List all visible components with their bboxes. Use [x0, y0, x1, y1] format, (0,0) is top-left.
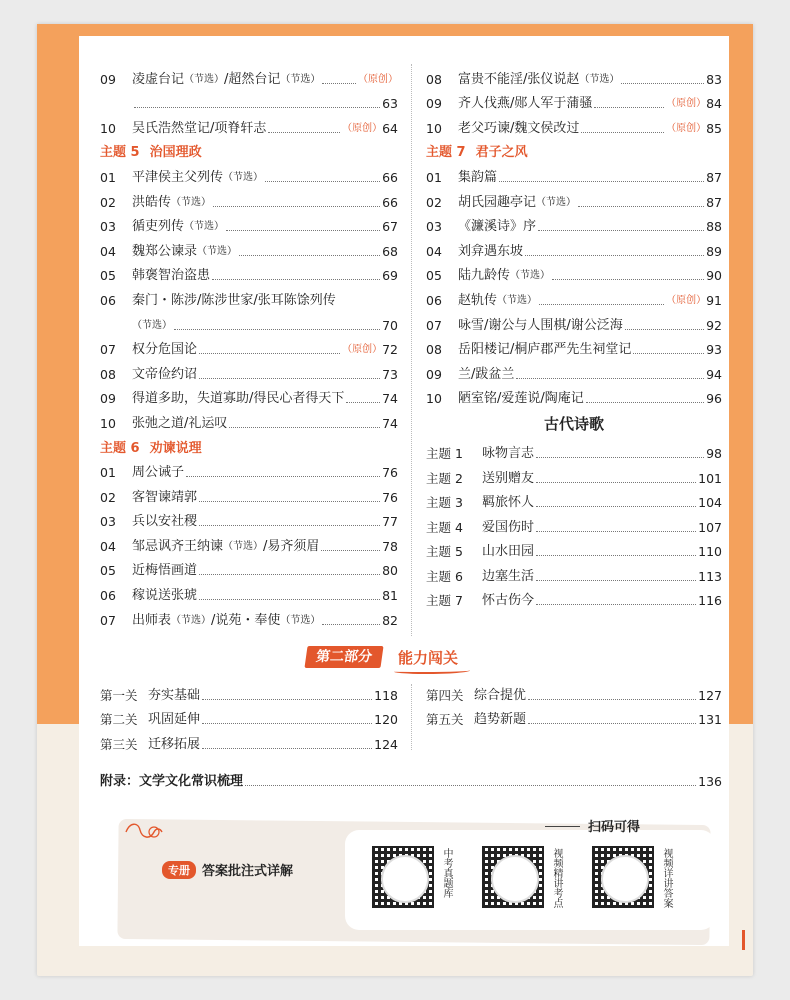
- entry-number: 02: [100, 489, 116, 505]
- toc-entry[interactable]: [100, 212, 398, 237]
- toc-entry[interactable]: [100, 458, 398, 483]
- level-entry[interactable]: [426, 705, 722, 730]
- leader-dots: [536, 580, 696, 581]
- toc-entry[interactable]: [100, 64, 398, 89]
- level-title: 巩固延伸: [148, 712, 201, 728]
- entry-title: 循吏列传: [132, 219, 185, 235]
- leader-dots: [199, 599, 380, 600]
- entry-title: 富贵不能淫/张仪说赵: [458, 71, 580, 87]
- entry-page: 66: [382, 194, 398, 210]
- leader-dots: [539, 304, 664, 305]
- toc-entry[interactable]: [426, 384, 722, 409]
- entry-title: 得道多助，失道寡助/得民心者得天下: [132, 391, 345, 407]
- entry-page: 94: [706, 366, 722, 382]
- entry-page: 89: [706, 243, 722, 259]
- entry-title: 咏物言志: [482, 445, 535, 461]
- tag-badge: 专册: [162, 861, 196, 879]
- entry-number: 06: [426, 292, 442, 308]
- column-divider: [411, 64, 412, 636]
- entry-page: 93: [706, 342, 722, 358]
- entry-title: 送别赠友: [482, 470, 535, 486]
- original-tag: （原创）: [342, 344, 383, 356]
- leader-dots: [174, 329, 380, 330]
- entry-note: （节选）: [171, 614, 212, 626]
- leader-dots: [199, 574, 380, 575]
- entry-page: 73: [382, 366, 398, 382]
- toc-entry[interactable]: [426, 89, 722, 114]
- entry-number: 10: [100, 120, 116, 136]
- leader-dots: [633, 353, 704, 354]
- leader-dots: [581, 132, 664, 133]
- toc-entry[interactable]: [100, 187, 398, 212]
- entry-number: 07: [100, 612, 116, 628]
- entry-page: 92: [706, 317, 722, 333]
- leader-dots: [322, 624, 380, 625]
- entry-title: 吴氏浩然堂记/项脊轩志: [132, 120, 267, 136]
- entry-note: （节选）: [171, 196, 212, 208]
- appendix-page: 136: [698, 773, 722, 789]
- toc-entry[interactable]: [426, 113, 722, 138]
- theme-name: 治国理政: [149, 145, 202, 161]
- entry-title: 怀古伤今: [482, 593, 535, 609]
- theme-label: 主题 5: [100, 145, 140, 161]
- level-entry[interactable]: [100, 680, 398, 705]
- leader-dots: [536, 604, 696, 605]
- part-left-list: [100, 680, 398, 754]
- part-banner: [306, 645, 458, 669]
- entry-page: 98: [706, 445, 722, 461]
- entry-number: 主题 5: [426, 544, 463, 560]
- entry-title: 老父巧谏/魏文侯改过: [458, 120, 580, 136]
- binder-ring-icon: [124, 820, 164, 844]
- entry-number: 主题 7: [426, 593, 463, 609]
- entry-note: （节选）: [280, 73, 321, 85]
- entry-note: （节选）: [510, 270, 551, 282]
- entry-title: 陋室铭/爱莲说/陶庵记: [458, 391, 584, 407]
- entry-page: 82: [382, 612, 398, 628]
- leader-dots: [525, 255, 704, 256]
- part-banner-title: 能力闯关: [398, 648, 459, 667]
- part-divider: [411, 684, 412, 750]
- entry-number: 主题 6: [426, 568, 463, 584]
- qr-code-icon[interactable]: [482, 846, 544, 908]
- entry-page: 91: [706, 292, 722, 308]
- entry-page: 63: [382, 96, 398, 112]
- entry-number: 04: [100, 538, 116, 554]
- leader-dots: [265, 181, 380, 182]
- entry-number: 主题 1: [426, 445, 463, 461]
- leader-dots: [212, 279, 380, 280]
- entry-number: 09: [426, 366, 442, 382]
- leader-dots: [536, 555, 696, 556]
- toc-entry[interactable]: [100, 359, 398, 384]
- leader-dots: [528, 723, 696, 724]
- entry-number: 06: [100, 292, 116, 308]
- qr-code-icon[interactable]: [372, 846, 434, 908]
- entry-number: 03: [426, 219, 442, 235]
- toc-entry[interactable]: [100, 285, 398, 310]
- level-page: 118: [374, 687, 398, 703]
- leader-dots: [199, 525, 380, 526]
- original-tag: （原创）: [666, 98, 707, 110]
- toc-entry[interactable]: [100, 605, 398, 630]
- leader-dots: [229, 427, 380, 428]
- level-entry[interactable]: [426, 680, 722, 705]
- toc-entry[interactable]: [426, 310, 722, 335]
- entry-page: 78: [382, 538, 398, 554]
- leader-dots: [239, 255, 380, 256]
- edge-mark: [742, 930, 745, 950]
- entry-title: 周公诫子: [132, 465, 185, 481]
- toc-left-column: [100, 64, 398, 630]
- entry-page: 80: [382, 563, 398, 579]
- leader-dots: [186, 476, 380, 477]
- entry-number: 主题 2: [426, 470, 463, 486]
- theme-name: 君子之风: [475, 145, 528, 161]
- leader-dots: [536, 457, 704, 458]
- level-page: 127: [698, 687, 722, 703]
- entry-page: 96: [706, 391, 722, 407]
- entry-title: 陆九龄传: [458, 268, 511, 284]
- entry-title: 邹忌讽齐王纳谏: [132, 538, 224, 554]
- entry-number: 06: [100, 588, 116, 604]
- entry-title: 岳阳楼记/桐庐郡严先生祠堂记: [458, 342, 632, 358]
- level-title: 迁移拓展: [148, 736, 201, 752]
- entry-number: 03: [100, 514, 116, 530]
- bookmark-card: [100, 816, 710, 944]
- entry-page: 76: [382, 465, 398, 481]
- entry-note: （节选）: [197, 245, 238, 257]
- leader-dots: [536, 531, 696, 532]
- entry-number: 09: [100, 391, 116, 407]
- entry-number: 02: [426, 194, 442, 210]
- leader-dots: [199, 378, 380, 379]
- entry-title: 秦门・陈涉/陈涉世家/张耳陈馀列传: [132, 292, 336, 308]
- entry-page: 87: [706, 194, 722, 210]
- toc-entry[interactable]: [426, 561, 722, 586]
- theme-name: 劝谏说理: [149, 440, 202, 456]
- entry-title: 张弛之道/礼运叹: [132, 415, 228, 431]
- entry-page: 110: [698, 544, 722, 560]
- entry-page: 64: [382, 120, 398, 136]
- entry-title: 兰/跋盆兰: [458, 366, 515, 382]
- toc-entry[interactable]: [426, 212, 722, 237]
- entry-number: 09: [426, 96, 442, 112]
- entry-title: 刘弇遇东坡: [458, 243, 524, 259]
- entry-page: 69: [382, 268, 398, 284]
- toc-entry[interactable]: [100, 162, 398, 187]
- entry-title: 稼说送张琥: [132, 588, 198, 604]
- toc-entry[interactable]: [426, 261, 722, 286]
- entry-number: 08: [426, 71, 442, 87]
- leader-dots: [213, 206, 380, 207]
- toc-entry[interactable]: [100, 335, 398, 360]
- level-page: 120: [374, 712, 398, 728]
- toc-entry[interactable]: [426, 463, 722, 488]
- level-number: 第三关: [100, 736, 138, 752]
- entry-title: 边塞生活: [482, 568, 535, 584]
- entry-title: 客智谏靖郭: [132, 489, 198, 505]
- toc-entry[interactable]: [100, 580, 398, 605]
- leader-dots: [245, 785, 696, 786]
- entry-title: 权分危国论: [132, 342, 198, 358]
- toc-entry[interactable]: [100, 384, 398, 409]
- leader-dots: [516, 378, 704, 379]
- entry-title: /说苑・奉使: [211, 612, 281, 628]
- level-number: 第四关: [426, 687, 464, 703]
- entry-page: 74: [382, 391, 398, 407]
- part-banner-number: 第二部分: [304, 646, 383, 668]
- leader-dots: [499, 181, 704, 182]
- answer-tag: [162, 860, 293, 879]
- entry-page: 107: [698, 519, 722, 535]
- level-number: 第二关: [100, 712, 138, 728]
- entry-number: 04: [100, 243, 116, 259]
- entry-title: 平津侯主父列传: [132, 169, 224, 185]
- tag-text: 答案批注式详解: [202, 864, 294, 879]
- theme-label: 主题 7: [426, 145, 466, 161]
- entry-title: 集韵篇: [458, 169, 498, 185]
- entry-note: （节选）: [536, 196, 577, 208]
- theme-heading: [100, 433, 398, 458]
- entry-title: 出师表: [132, 612, 172, 628]
- toc-entry[interactable]: [426, 512, 722, 537]
- entry-number: 10: [426, 391, 442, 407]
- leader-dots: [322, 83, 356, 84]
- leader-dots: [536, 482, 696, 483]
- entry-number: 10: [426, 120, 442, 136]
- toc-entry[interactable]: [426, 586, 722, 611]
- toc-entry[interactable]: [426, 236, 722, 261]
- toc-entry[interactable]: [100, 507, 398, 532]
- entry-note: （节选）: [184, 221, 225, 233]
- leader-dots: [586, 402, 704, 403]
- entry-number: 主题 4: [426, 519, 463, 535]
- entry-page: 88: [706, 219, 722, 235]
- level-number: 第一关: [100, 687, 138, 703]
- section-heading: 古代诗歌: [543, 415, 604, 434]
- entry-note: （节选）: [497, 294, 538, 306]
- toc-entry[interactable]: [426, 335, 722, 360]
- leader-dots: [202, 748, 372, 749]
- entry-number: 05: [100, 268, 116, 284]
- toc-entry[interactable]: [426, 359, 722, 384]
- entry-title: 文帝俭约诏: [132, 366, 198, 382]
- entry-number: 08: [426, 342, 442, 358]
- entry-note: （节选）: [132, 319, 172, 331]
- entry-page: 70: [382, 317, 398, 333]
- entry-number: 05: [426, 268, 442, 284]
- toc-entry[interactable]: [426, 285, 722, 310]
- toc-entry[interactable]: [100, 310, 398, 335]
- leader-dots: [199, 501, 380, 502]
- toc-entry[interactable]: [426, 162, 722, 187]
- entry-note: （节选）: [223, 540, 264, 552]
- entry-title: 兵以安社稷: [132, 514, 198, 530]
- theme-heading: [426, 138, 722, 163]
- entry-note: （节选）: [280, 614, 321, 626]
- entry-number: 01: [100, 169, 116, 185]
- entry-title: 魏郑公谏录: [132, 243, 198, 259]
- entry-note: （节选）: [184, 73, 225, 85]
- entry-note: （节选）: [579, 73, 620, 85]
- entry-number: 01: [100, 465, 116, 481]
- leader-dots: [202, 699, 372, 700]
- entry-page: 90: [706, 268, 722, 284]
- level-entry[interactable]: [100, 729, 398, 754]
- level-entry[interactable]: [100, 705, 398, 730]
- entry-title: 赵轨传: [458, 292, 498, 308]
- scan-rule: [545, 826, 580, 827]
- leader-dots: [536, 506, 696, 507]
- qr-label: 中考真题库: [441, 848, 452, 898]
- entry-title: 山水田园: [482, 544, 535, 560]
- entry-page: 72: [382, 342, 398, 358]
- entry-title: 咏雪/谢公与人围棋/谢公泛海: [458, 317, 623, 333]
- toc-entry[interactable]: [426, 537, 722, 562]
- leader-dots: [552, 279, 704, 280]
- entry-title: 齐人伐燕/郧人军于蒲骚: [458, 96, 593, 112]
- qr-label: 视频精讲考点: [551, 848, 562, 908]
- entry-page: 116: [698, 593, 722, 609]
- toc-entry[interactable]: [100, 236, 398, 261]
- toc-entry[interactable]: [100, 89, 398, 114]
- level-page: 124: [374, 736, 398, 752]
- theme-label: 主题 6: [100, 440, 140, 456]
- toc-entry[interactable]: [426, 64, 722, 89]
- leader-dots: [621, 83, 704, 84]
- leader-dots: [268, 132, 340, 133]
- toc-entry[interactable]: [100, 531, 398, 556]
- entry-page: 83: [706, 71, 722, 87]
- level-number: 第五关: [426, 712, 464, 728]
- toc-entry[interactable]: [426, 187, 722, 212]
- theme-heading: [100, 138, 398, 163]
- toc-entry[interactable]: [426, 488, 722, 513]
- entry-number: 01: [426, 169, 442, 185]
- entry-title: 胡氏园趣亭记: [458, 194, 537, 210]
- qr-label: 视频详讲答案: [661, 848, 672, 908]
- entry-title: 近梅悟画道: [132, 563, 198, 579]
- level-title: 综合提优: [474, 687, 527, 703]
- entry-title: /易齐须眉: [263, 538, 320, 554]
- entry-number: 08: [100, 366, 116, 382]
- original-tag: （原创）: [358, 73, 398, 85]
- entry-page: 66: [382, 169, 398, 185]
- entry-page: 84: [706, 96, 722, 112]
- leader-dots: [578, 206, 704, 207]
- entry-page: 113: [698, 568, 722, 584]
- leader-dots: [528, 699, 696, 700]
- entry-number: 10: [100, 415, 116, 431]
- toc-entry[interactable]: [100, 556, 398, 581]
- entry-number: 09: [100, 71, 116, 87]
- level-page: 131: [698, 712, 722, 728]
- entry-title: 羁旅怀人: [482, 495, 535, 511]
- entry-number: 主题 3: [426, 495, 463, 511]
- entry-page: 81: [382, 588, 398, 604]
- toc-entry[interactable]: [100, 408, 398, 433]
- entry-number: 02: [100, 194, 116, 210]
- leader-dots: [134, 107, 380, 108]
- entry-note: （节选）: [223, 171, 264, 183]
- entry-title: /超然台记: [224, 71, 281, 87]
- original-tag: （原创）: [666, 294, 707, 306]
- toc-entry[interactable]: [100, 261, 398, 286]
- entry-number: 05: [100, 563, 116, 579]
- entry-title: 洪皓传: [132, 194, 172, 210]
- level-title: 趋势新题: [474, 712, 527, 728]
- toc-entry[interactable]: [426, 438, 722, 463]
- toc-right-column: [426, 64, 722, 610]
- entry-page: 77: [382, 514, 398, 530]
- entry-page: 68: [382, 243, 398, 259]
- qr-code-icon[interactable]: [592, 846, 654, 908]
- level-title: 夯实基础: [148, 687, 201, 703]
- entry-title: 爱国伤时: [482, 519, 535, 535]
- leader-dots: [346, 402, 380, 403]
- toc-entry[interactable]: [100, 113, 398, 138]
- entry-page: 74: [382, 415, 398, 431]
- original-tag: （原创）: [666, 122, 707, 134]
- entry-page: 104: [698, 495, 722, 511]
- original-tag: （原创）: [342, 122, 383, 134]
- appendix-entry[interactable]: [100, 766, 722, 791]
- leader-dots: [202, 723, 372, 724]
- leader-dots: [625, 329, 704, 330]
- leader-dots: [538, 230, 704, 231]
- scan-label: 扫码可得: [588, 820, 641, 835]
- leader-dots: [226, 230, 380, 231]
- entry-page: 87: [706, 169, 722, 185]
- leader-dots: [321, 550, 380, 551]
- entry-title: 《濂溪诗》序: [458, 219, 537, 235]
- entry-number: 04: [426, 243, 442, 259]
- entry-page: 101: [698, 470, 722, 486]
- entry-title: 韩褒智治盗患: [132, 268, 211, 284]
- entry-title: 凌虚台记: [132, 71, 185, 87]
- entry-page: 85: [706, 120, 722, 136]
- entry-number: 03: [100, 219, 116, 235]
- toc-entry[interactable]: [100, 482, 398, 507]
- entry-page: 76: [382, 489, 398, 505]
- leader-dots: [594, 107, 664, 108]
- entry-page: 67: [382, 219, 398, 235]
- entry-number: 07: [426, 317, 442, 333]
- appendix-title: 附录：文学文化常识梳理: [100, 773, 244, 789]
- entry-number: 07: [100, 342, 116, 358]
- part-right-list: [426, 680, 722, 729]
- leader-dots: [199, 353, 340, 354]
